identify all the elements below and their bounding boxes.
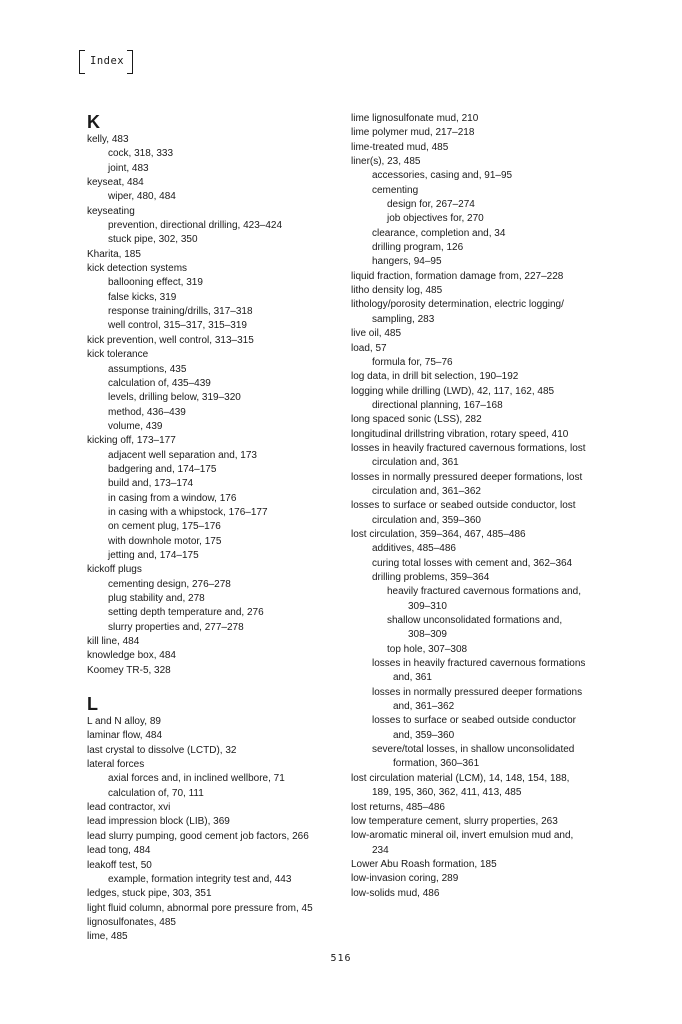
index-subentry — [351, 686, 603, 715]
entry-text: litho density log, 485 — [351, 285, 443, 297]
index-entry — [351, 471, 603, 500]
index-subentry — [351, 255, 603, 269]
index-entry — [351, 815, 603, 829]
index-entry: lead tong, 484 — [87, 845, 151, 857]
index-subentry: cock, 318, 333 — [108, 148, 174, 160]
entry-continuation: 189, 195, 360, 362, 411, 413, 485 — [372, 787, 522, 799]
entry-text: severe/total losses, in shallow unconsolidated — [372, 744, 575, 756]
index-subentry: calculation of, 435–439 — [108, 377, 211, 389]
index-subentry: build and, 173–174 — [108, 478, 194, 490]
entry-text: log data, in drill bit selection, 190–192 — [351, 371, 519, 383]
entry-text: losses in heavily fractured cavernous formations — [372, 658, 586, 670]
index-entry — [351, 370, 603, 384]
index-entry — [351, 270, 603, 284]
entry-text: drilling problems, 359–364 — [372, 572, 490, 583]
index-entry: L and N alloy, 89 — [87, 716, 161, 728]
index-subentry: on cement plug, 175–176 — [108, 521, 221, 533]
index-entry — [351, 141, 603, 155]
entry-continuation: circulation and, 359–360 — [372, 514, 481, 526]
entry-text: longitudinal drillstring vibration, rotary speed, 410 — [351, 428, 569, 440]
index-entry: kicking off, 173–177 — [87, 435, 176, 447]
index-subentry — [351, 227, 603, 241]
index-subentry: in casing with a whipstock, 176–177 — [108, 506, 268, 518]
entry-text: long spaced sonic (LSS), 282 — [351, 414, 482, 426]
entry-continuation: and, 359–360 — [393, 729, 455, 741]
index-entry — [351, 385, 603, 399]
entry-text: live oil, 485 — [351, 328, 402, 340]
index-entry — [351, 342, 603, 356]
index-entry: lime, 485 — [87, 931, 128, 943]
index-entry: lead contractor, xvi — [87, 802, 171, 814]
entry-text: job objectives for, 270 — [387, 213, 484, 225]
index-entry — [351, 872, 603, 886]
index-entry — [351, 428, 603, 442]
index-subsubentry — [351, 212, 603, 226]
entry-text: lost returns, 485–486 — [351, 801, 445, 813]
index-entry: kickoff plugs — [87, 564, 142, 576]
index-entry — [351, 413, 603, 427]
index-subentry: setting depth temperature and, 276 — [108, 607, 264, 619]
index-entry: leakoff test, 50 — [87, 859, 152, 871]
section-letter: K — [87, 112, 100, 132]
index-subentry: calculation of, 70, 111 — [108, 787, 204, 799]
index-subentry: in casing from a window, 176 — [108, 492, 237, 504]
index-entry — [351, 442, 603, 471]
index-entry — [351, 499, 603, 528]
index-subentry: prevention, directional drilling, 423–424 — [108, 220, 283, 232]
index-subentry — [351, 356, 603, 370]
index-entry: Koomey TR-5, 328 — [87, 664, 171, 676]
section-letter: L — [87, 694, 98, 715]
index-subentry: response training/drills, 317–318 — [108, 306, 253, 318]
entry-text: losses in heavily fractured cavernous formations, lost — [351, 442, 586, 454]
index-entry: kick prevention, well control, 313–315 — [87, 334, 254, 346]
index-entry: kill line, 484 — [87, 636, 140, 648]
entry-text: cementing — [372, 184, 419, 196]
index-entry: lignosulfonates, 485 — [87, 916, 176, 928]
entry-text: lost circulation, 359–364, 467, 485–486 — [351, 528, 526, 540]
index-column-right — [351, 112, 603, 901]
entry-text: directional planning, 167–168 — [372, 399, 503, 411]
index-subentry: joint, 483 — [108, 162, 149, 174]
index-subentry — [351, 241, 603, 255]
index-column-left — [87, 112, 342, 945]
entry-text: formula for, 75–76 — [372, 356, 453, 368]
page-number: 516 — [330, 953, 352, 964]
index-entry: ledges, stuck pipe, 303, 351 — [87, 888, 212, 900]
index-subentry: levels, drilling below, 319–320 — [108, 392, 241, 404]
index-subsubentry — [351, 585, 603, 614]
index-entry — [351, 528, 603, 542]
index-subentry: with downhole motor, 175 — [108, 535, 222, 547]
index-entry — [351, 772, 603, 801]
index-entry: lead impression block (LIB), 369 — [87, 816, 230, 828]
left-bracket — [79, 50, 85, 74]
entry-text: losses to surface or seabed outside conductor — [372, 715, 577, 727]
index-subentry: volume, 439 — [108, 420, 163, 432]
index-entry: Kharita, 185 — [87, 248, 141, 260]
entry-continuation: 234 — [372, 844, 389, 856]
entry-text: Lower Abu Roash formation, 185 — [351, 858, 497, 870]
index-subsubentry — [351, 643, 603, 657]
entry-text: top hole, 307–308 — [387, 643, 468, 655]
right-bracket — [127, 50, 133, 74]
index-entry — [351, 126, 603, 140]
index-entry: knowledge box, 484 — [87, 650, 176, 662]
index-subentry — [351, 571, 603, 585]
index-entry — [351, 327, 603, 341]
index-entry — [351, 155, 603, 169]
index-subentry: method, 436–439 — [108, 406, 186, 418]
entry-text: curing total losses with cement and, 362–364 — [372, 557, 573, 569]
entry-text: losses in normally pressured deeper formations, lost — [351, 471, 583, 483]
index-subentry — [351, 542, 603, 556]
entry-text: lime lignosulfonate mud, 210 — [351, 113, 479, 124]
entry-text: lime-treated mud, 485 — [351, 141, 449, 153]
entry-continuation: 308–309 — [408, 629, 447, 641]
index-entry — [351, 829, 603, 858]
entry-text: drilling program, 126 — [372, 242, 464, 254]
index-entry: light fluid column, abnormal pore pressure from, 45 — [87, 902, 313, 914]
index-entry: keyseating — [87, 205, 135, 217]
index-entry — [351, 112, 603, 126]
index-subentry — [351, 184, 603, 198]
index-entry: last crystal to dissolve (LCTD), 32 — [87, 744, 237, 756]
entry-text: low-solids mud, 486 — [351, 887, 440, 899]
index-subentry — [351, 169, 603, 183]
index-subentry: cementing design, 276–278 — [108, 578, 231, 590]
entry-continuation: circulation and, 361 — [372, 457, 459, 469]
index-subentry: ballooning effect, 319 — [108, 277, 203, 289]
index-subsubentry — [351, 614, 603, 643]
entry-text: low-invasion coring, 289 — [351, 873, 459, 885]
entry-text: clearance, completion and, 34 — [372, 227, 506, 239]
header-label: Index — [90, 55, 125, 67]
index-entry — [351, 284, 603, 298]
index-entry — [351, 858, 603, 872]
index-subentry — [351, 743, 603, 772]
index-subentry — [351, 399, 603, 413]
entry-text: lithology/porosity determination, electric logging/ — [351, 299, 564, 311]
index-subsubentry — [351, 198, 603, 212]
entry-continuation: and, 361–362 — [393, 701, 455, 713]
entry-text: low-aromatic mineral oil, invert emulsion mud and, — [351, 830, 574, 842]
index-entry: lateral forces — [87, 759, 145, 771]
index-subentry: assumptions, 435 — [108, 363, 187, 375]
index-entry — [351, 801, 603, 815]
entry-continuation: 309–310 — [408, 600, 447, 612]
index-subentry: jetting and, 174–175 — [108, 549, 199, 561]
entry-continuation: circulation and, 361–362 — [372, 485, 481, 497]
entry-text: low temperature cement, slurry properties, 263 — [351, 815, 558, 827]
entry-text: design for, 267–274 — [387, 199, 475, 211]
index-entry — [351, 887, 603, 901]
entry-text: shallow unconsolidated formations and, — [387, 615, 563, 627]
entry-text: losses in normally pressured deeper formations — [372, 686, 583, 698]
index-subentry: example, formation integrity test and, 443 — [108, 873, 292, 885]
entry-text: additives, 485–486 — [372, 543, 456, 555]
entry-text: hangers, 94–95 — [372, 256, 442, 268]
entry-text: load, 57 — [351, 342, 387, 354]
entry-text: losses to surface or seabed outside conductor, lost — [351, 500, 576, 512]
index-entry: keyseat, 484 — [87, 177, 144, 189]
entry-text: heavily fractured cavernous formations and, — [387, 586, 581, 598]
index-entry: laminar flow, 484 — [87, 730, 163, 742]
index-subentry: slurry properties and, 277–278 — [108, 621, 244, 633]
index-entry: lead slurry pumping, good cement job factors, 266 — [87, 830, 309, 842]
index-subentry: badgering and, 174–175 — [108, 463, 217, 475]
entry-text: lost circulation material (LCM), 14, 148, 154, 188, — [351, 772, 570, 784]
entry-text: accessories, casing and, 91–95 — [372, 170, 513, 182]
index-entry: kick tolerance — [87, 349, 149, 361]
entry-text: logging while drilling (LWD), 42, 117, 162, 485 — [351, 385, 555, 397]
entry-text: lime polymer mud, 217–218 — [351, 127, 475, 139]
index-subentry: axial forces and, in inclined wellbore, 71 — [108, 773, 285, 785]
entry-text: liquid fraction, formation damage from, 227–228 — [351, 270, 564, 282]
index-subentry: well control, 315–317, 315–319 — [108, 320, 247, 332]
index-subentry: adjacent well separation and, 173 — [108, 449, 257, 461]
index-subentry: stuck pipe, 302, 350 — [108, 234, 198, 246]
entry-continuation: formation, 360–361 — [393, 758, 480, 770]
entry-text: liner(s), 23, 485 — [351, 156, 421, 168]
index-entry — [351, 298, 603, 327]
entry-continuation: and, 361 — [393, 672, 432, 684]
entry-continuation: sampling, 283 — [372, 313, 435, 325]
index-subentry — [351, 557, 603, 571]
index-subentry: plug stability and, 278 — [108, 593, 205, 604]
index-subentry — [351, 714, 603, 743]
index-entry: kelly, 483 — [87, 134, 129, 145]
index-entry: kick detection systems — [87, 263, 188, 275]
index-subentry — [351, 657, 603, 686]
index-subentry: wiper, 480, 484 — [108, 191, 176, 203]
index-subentry: false kicks, 319 — [108, 291, 177, 303]
